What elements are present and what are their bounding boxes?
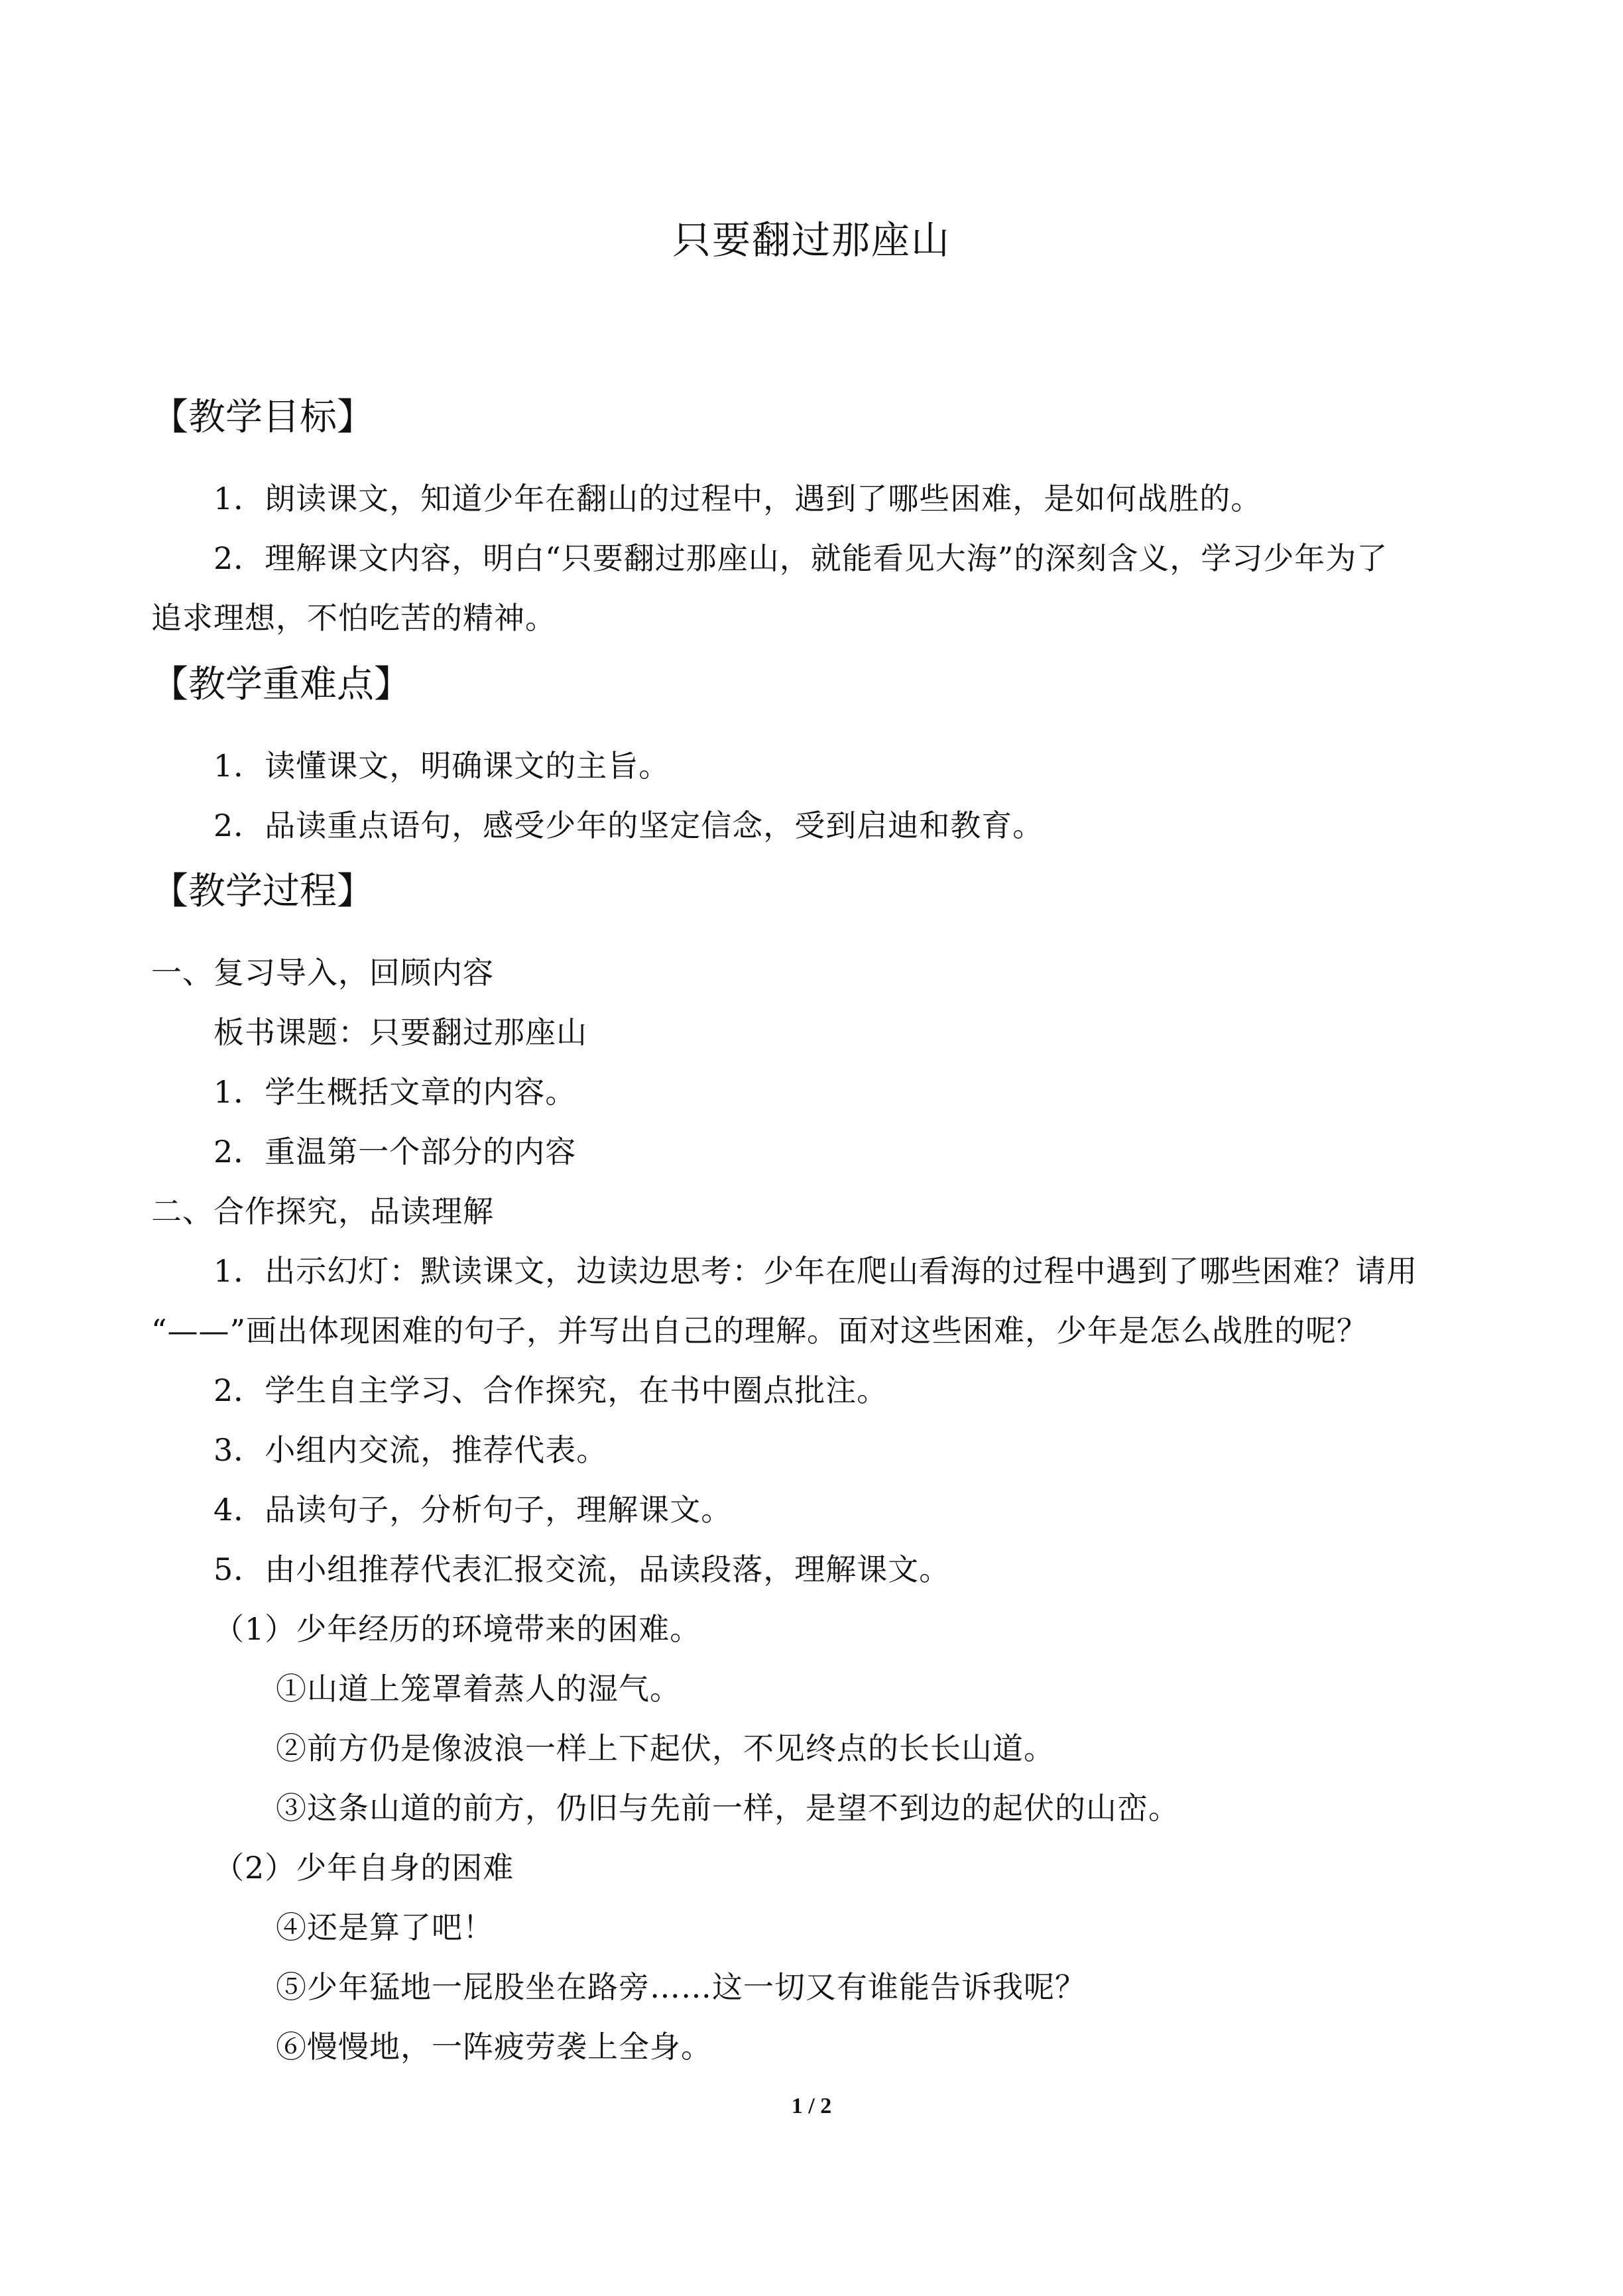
process-part-2-line: 3．小组内交流，推荐代表。 — [213, 1432, 608, 1468]
subsection-1-title: （1）少年经历的环境带来的困难。 — [213, 1611, 701, 1647]
process-part-2-line: 5．由小组推荐代表汇报交流，品读段落，理解课文。 — [213, 1551, 951, 1587]
heading-teaching-process: 【教学过程】 — [151, 870, 374, 913]
subsection-1-item: ②前方仍是像波浪一样上下起伏，不见终点的长长山道。 — [276, 1730, 1055, 1766]
subsection-2-item: ⑤少年猛地一屁股坐在路旁……这一切又有谁能告诉我呢？ — [276, 1969, 1086, 2005]
goal-item-2: 2．理解课文内容，明白“只要翻过那座山，就能看见大海”的深刻含义，学习少年为了 — [213, 540, 1388, 576]
process-part-2-title: 二、合作探究，品读理解 — [151, 1193, 494, 1229]
subsection-2-title: （2）少年自身的困难 — [213, 1850, 514, 1886]
key-point-item-2: 2．品读重点语句，感受少年的坚定信念，受到启迪和教育。 — [213, 808, 1044, 843]
subsection-2-item: ⑥慢慢地，一阵疲劳袭上全身。 — [276, 2029, 712, 2065]
goal-item-1: 1．朗读课文，知道少年在翻山的过程中，遇到了哪些困难，是如何战胜的。 — [213, 481, 1262, 516]
page-number: 1 / 2 — [791, 2094, 832, 2118]
subsection-1-item: ③这条山道的前方，仍旧与先前一样，是望不到边的起伏的山峦。 — [276, 1790, 1179, 1826]
heading-teaching-goals: 【教学目标】 — [151, 396, 374, 439]
subsection-2-item: ④还是算了吧！ — [276, 1909, 494, 1945]
process-part-2-line-continued: “——”画出体现困难的句子，并写出自己的理解。面对这些困难，少年是怎么战胜的呢？ — [151, 1313, 1368, 1349]
process-part-2-line: 4．品读句子，分析句子，理解课文。 — [213, 1492, 733, 1528]
key-point-item-1: 1．读懂课文，明确课文的主旨。 — [213, 748, 670, 784]
process-part-1-line: 2．重温第一个部分的内容 — [213, 1134, 577, 1170]
goal-item-2-continued: 追求理想，不怕吃苦的精神。 — [151, 600, 556, 636]
process-part-1-line: 1．学生概括文章的内容。 — [213, 1074, 577, 1110]
subsection-1-item: ①山道上笼罩着蒸人的湿气。 — [276, 1671, 681, 1707]
process-part-2-line: 1．出示幻灯：默读课文，边读边思考：少年在爬山看海的过程中遇到了哪些困难？请用 — [213, 1253, 1418, 1289]
process-part-2-line: 2．学生自主学习、合作探究，在书中圈点批注。 — [213, 1372, 888, 1408]
document-title: 只要翻过那座山 — [672, 217, 951, 263]
process-part-1-title: 一、复习导入，回顾内容 — [151, 955, 494, 991]
process-part-1-line: 板书课题：只要翻过那座山 — [213, 1014, 587, 1050]
heading-key-points: 【教学重难点】 — [151, 663, 411, 706]
